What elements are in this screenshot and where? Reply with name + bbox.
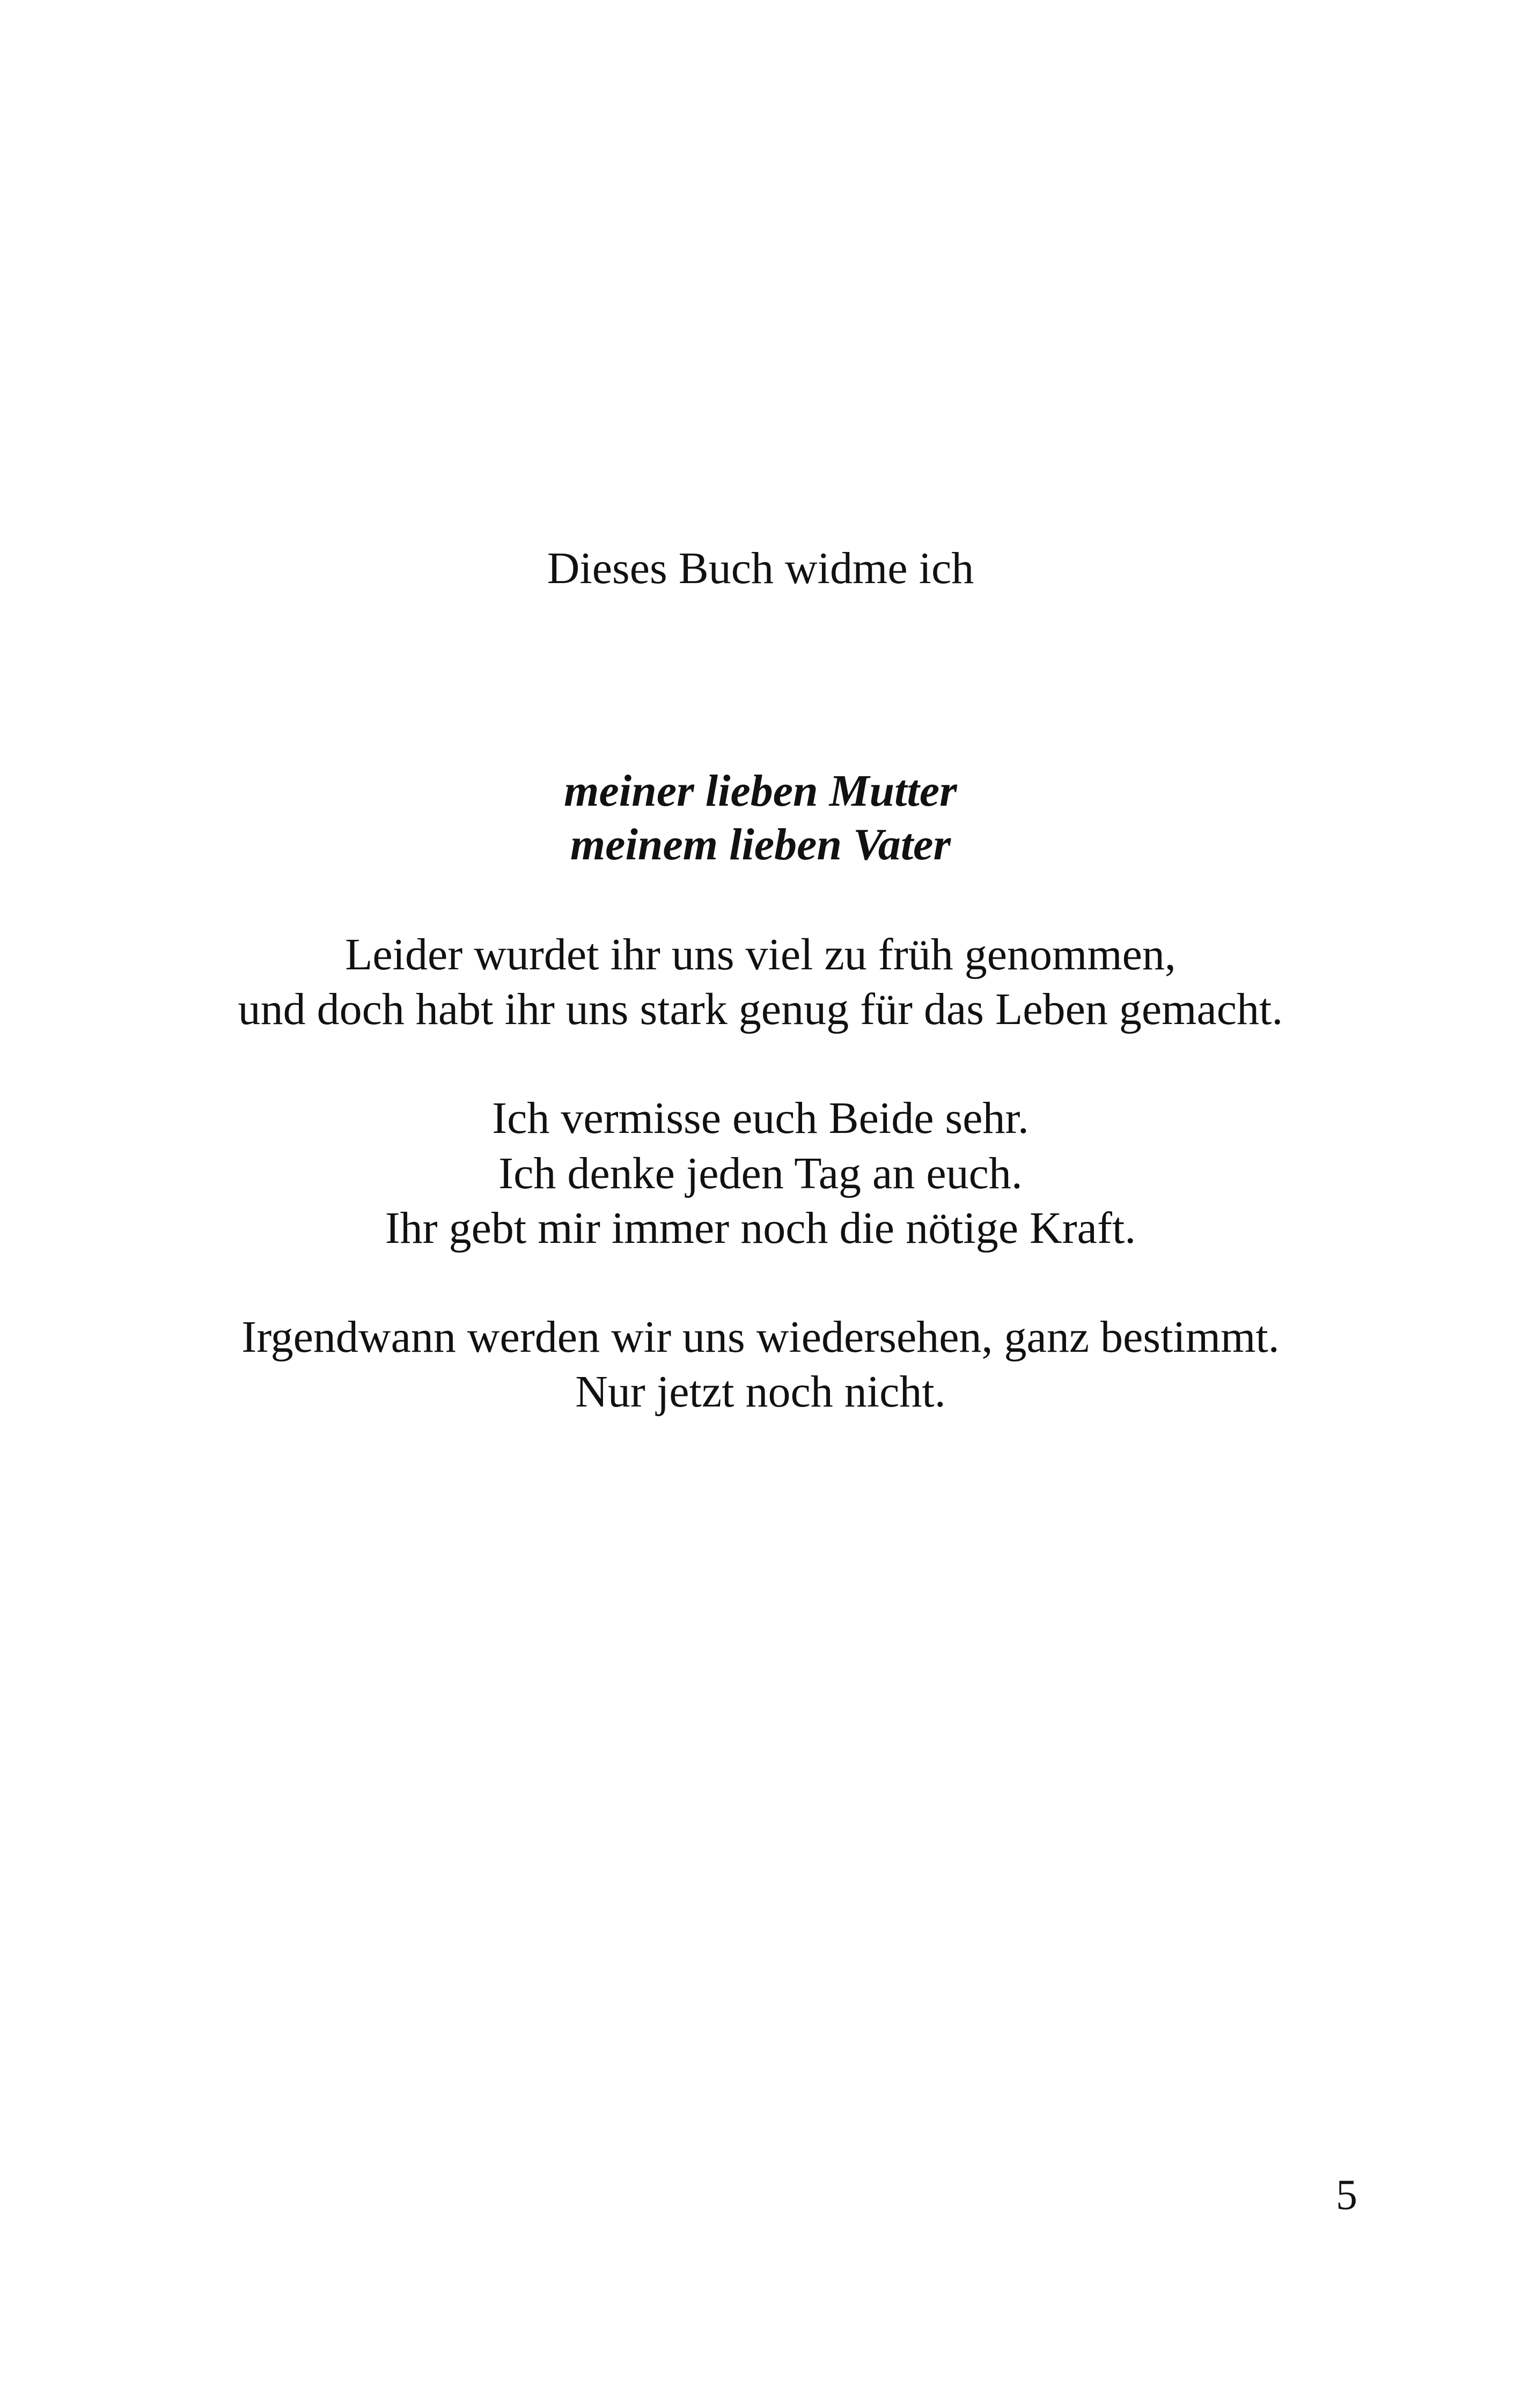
paragraph-2-line-1: Ich vermisse euch Beide sehr. <box>492 1093 1029 1143</box>
paragraph-3-line-2: Nur jetzt noch nicht. <box>575 1367 946 1417</box>
paragraph-1-line-1: Leider wurdet ihr uns viel zu früh genommen, <box>345 930 1176 980</box>
paragraph-3-line-1: Irgendwann werden wir uns wiedersehen, ganz bestimmt. <box>241 1312 1280 1362</box>
paragraph-2-line-3: Ihr gebt mir immer noch die nötige Kraft. <box>385 1203 1136 1253</box>
dedication-recipient-mother: meiner lieben Mutter <box>564 766 957 816</box>
dedication-heading: Dieses Buch widme ich <box>547 543 974 593</box>
dedication-recipient-father: meinem lieben Vater <box>570 820 951 870</box>
page-number: 5 <box>1336 2171 1357 2219</box>
paragraph-1-line-2: und doch habt ihr uns stark genug für das Leben gemacht. <box>238 984 1283 1034</box>
paragraph-2-line-2: Ich denke jeden Tag an euch. <box>498 1148 1023 1198</box>
